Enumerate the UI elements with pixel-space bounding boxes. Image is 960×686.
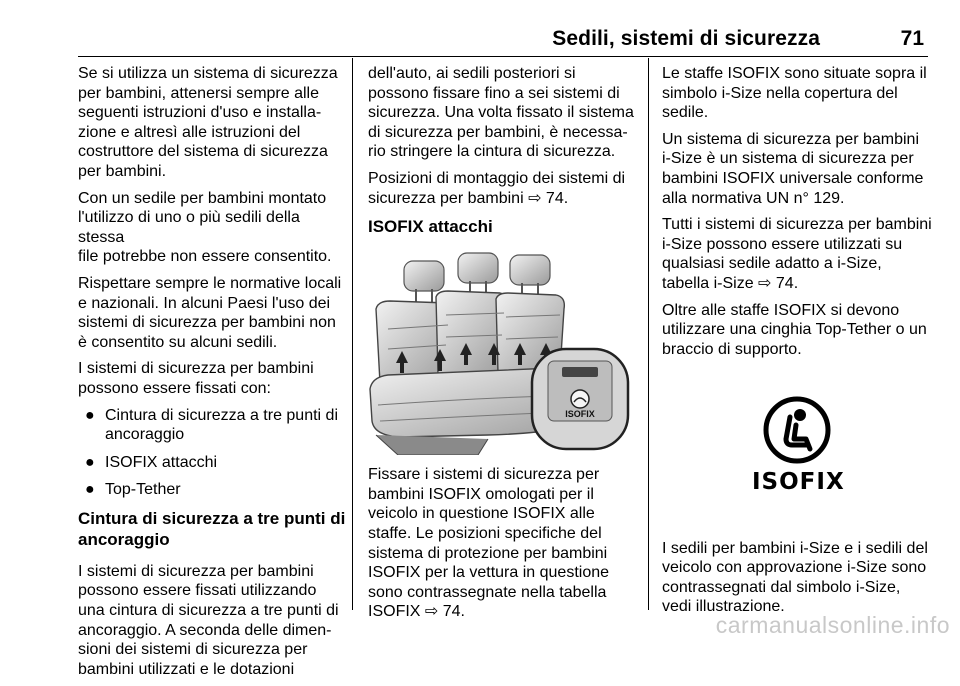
column-right <box>662 64 932 624</box>
paragraph: Le staffe ISOFIX sono situate sopra il simbolo i-Size nella copertura del sedile. <box>662 65 927 122</box>
isofix-logo-text: ISOFIX <box>752 468 845 495</box>
section-heading: Cintura di sicurezza a tre punti di ancoraggio <box>78 508 346 549</box>
list-item <box>78 453 348 473</box>
paragraph: dell'auto, ai sedili posteriori si possono fissare fino a sei sistemi di sicurezza. Una volta fissato il sistema di sicurezza per bambini, è necessa- rio stringere la cintura di sicurezza. <box>368 65 634 161</box>
column-left <box>78 64 348 686</box>
bullet-icon: ● <box>85 481 95 499</box>
bullet-icon: ● <box>85 406 95 424</box>
paragraph: Un sistema di sicurezza per bambini i-Size è un sistema di sicurezza per bambini ISOFIX universale conforme alla normativa UN n° 129. <box>662 130 924 207</box>
page-title: Sedili, sistemi di sicurezza <box>552 27 820 50</box>
paragraph: I sistemi di sicurezza per bambini possono essere fissati con: <box>78 360 314 397</box>
paragraph: I sedili per bambini i-Size e i sedili del veicolo con approvazione i-Size sono contrassegnati dal simbolo i-Size, vedi illustrazione. <box>662 539 928 616</box>
seats-illustration-icon <box>368 249 630 455</box>
paragraph: Con un sedile per bambini montato l'utilizzo di uno o più sedili della stessa file potrebbe non essere consentito. <box>78 189 332 266</box>
figure-isofix-label: ISOFIX <box>565 409 595 420</box>
column-divider <box>352 58 353 610</box>
paragraph: Tutti i sistemi di sicurezza per bambini i-Size possono essere utilizzati su qualsiasi sedile adatto a i-Size, tabella i-Size ⇨ 74. <box>662 216 932 292</box>
paragraph: I sistemi di sicurezza per bambini possono essere fissati utilizzando una cintura di sicurezza a tre punti di ancoraggio. A seconda delle dimen- sioni dei sistemi di sicurezza per bambini utilizzati e le dotazioni <box>78 562 339 678</box>
paragraph: Posizioni di montaggio dei sistemi di sicurezza per bambini ⇨ 74. <box>368 169 626 207</box>
section-heading: ISOFIX attacchi <box>368 217 493 237</box>
paragraph: Oltre alle staffe ISOFIX si devono utilizzare una cinghia Top-Tether o un braccio di supporto. <box>662 301 927 358</box>
list-item <box>78 406 348 445</box>
list-item-text: Top-Tether <box>105 481 181 499</box>
page-header <box>78 22 928 57</box>
column-divider <box>648 58 649 610</box>
paragraph: Fissare i sistemi di sicurezza per bambini ISOFIX omologati per il veicolo in questione ISOFIX alle staffe. Le posizioni specifiche del sistema di protezione per bambini ISOFIX per la vettura in questione sono contrassegnate nella tabella ISOFIX ⇨ 74. <box>368 466 610 621</box>
paragraph: Se si utilizza un sistema di sicurezza per bambini, attenersi sempre alle seguenti istruzioni d'uso e installa- zione e altresì alle istruzioni del costruttore del sistema di sicurezza per bambini. <box>78 65 338 180</box>
isofix-logo <box>752 395 845 495</box>
child-seat-icon <box>762 395 832 465</box>
rear-seats-isofix-illustration <box>368 249 630 455</box>
list-item <box>78 480 348 500</box>
page-number: 71 <box>900 27 924 50</box>
list-item-text: Cintura di sicurezza a tre punti di ancoraggio <box>105 406 338 444</box>
column-middle <box>368 64 638 629</box>
bullet-icon: ● <box>85 453 95 471</box>
paragraph: Rispettare sempre le normative locali e nazionali. In alcuni Paesi l'uso dei sistemi di sicurezza per bambini non è consentito su alcuni sedili. <box>78 274 342 351</box>
bullet-list <box>78 406 348 500</box>
watermark: carmanualsonline.info <box>715 612 950 638</box>
list-item-text: ISOFIX attacchi <box>105 453 218 471</box>
